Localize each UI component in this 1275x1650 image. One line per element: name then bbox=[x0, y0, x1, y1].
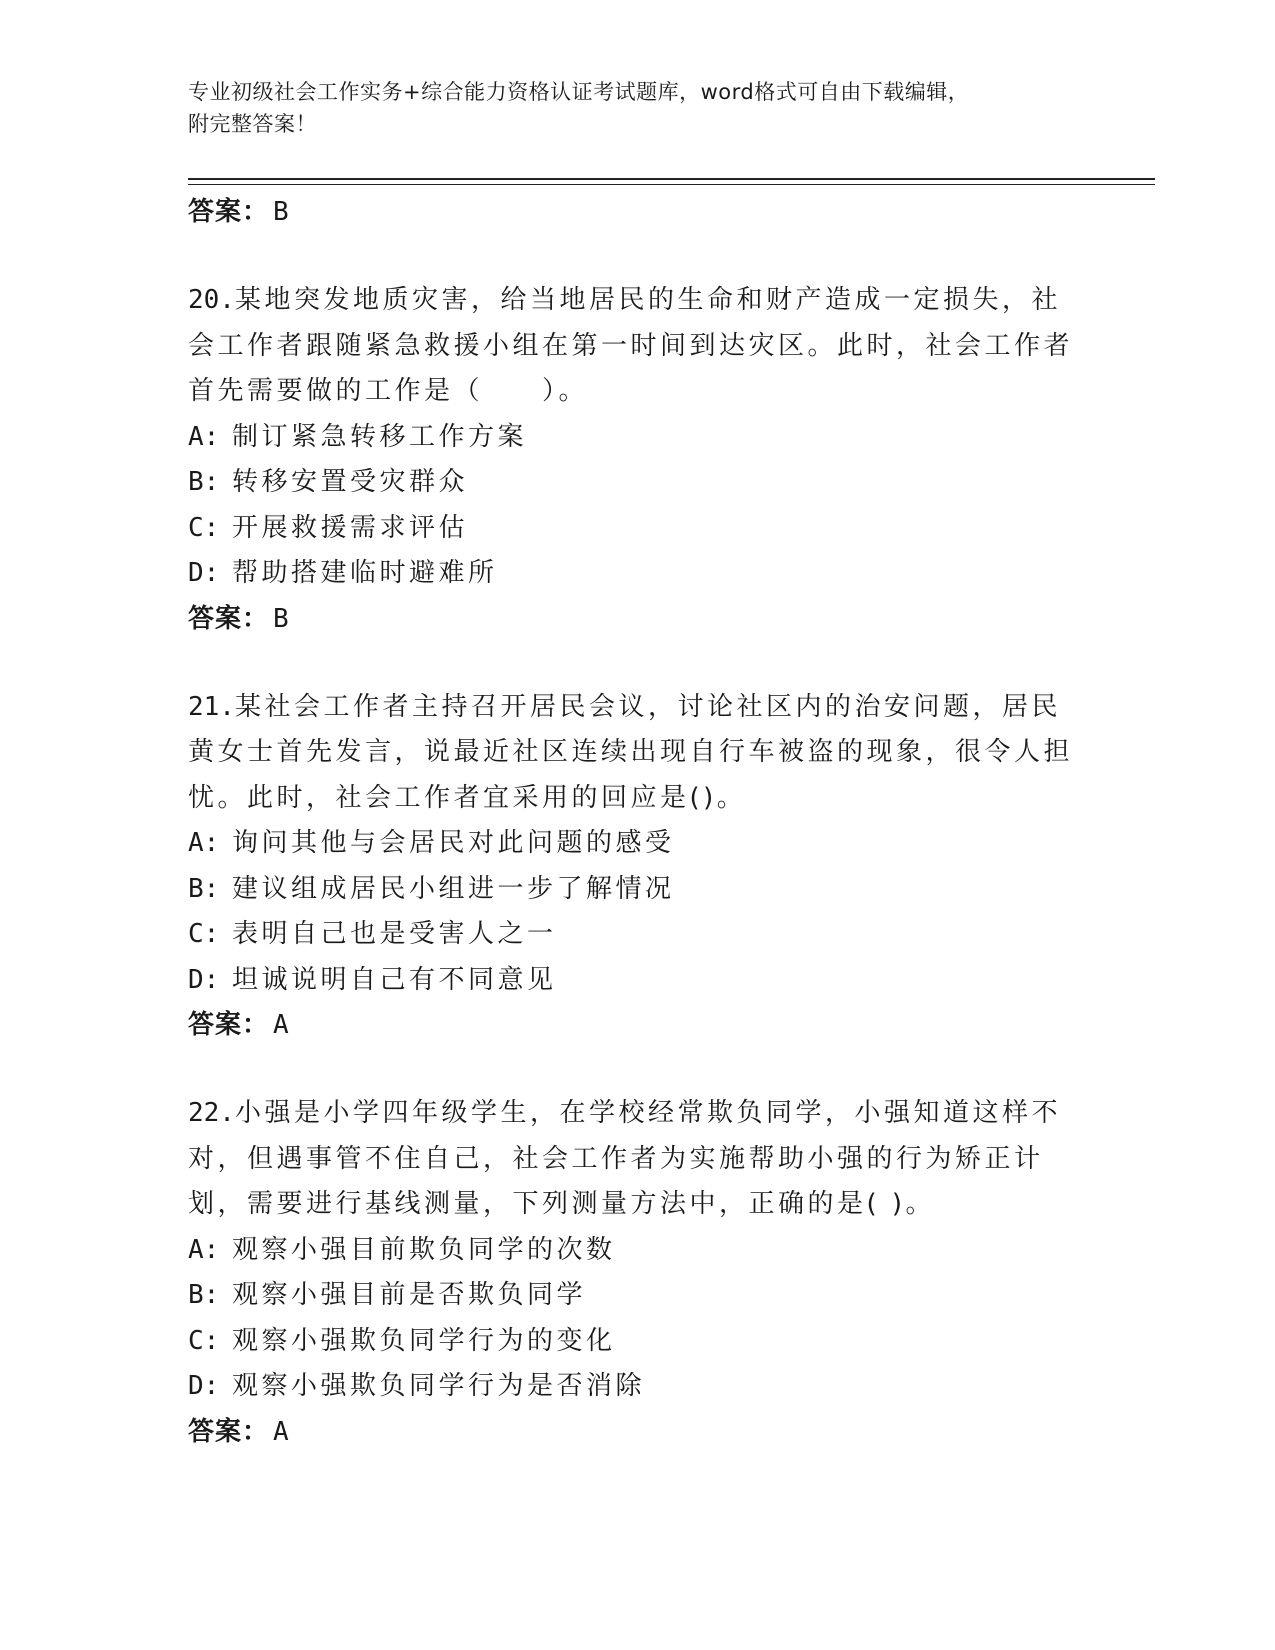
option-text: 转移安置受灾群众 bbox=[232, 467, 469, 497]
answer-line bbox=[188, 1003, 1088, 1047]
question-text bbox=[188, 1091, 1088, 1228]
option-letter: B: bbox=[188, 1280, 220, 1310]
question-body: 某地突发地质灾害，给当地居民的生命和财产造成一定损失，社会工作者跟随紧急救援小组在第一时间到达灾区。此时，社会工作者首先需要做的工作是（ ）。 bbox=[188, 285, 1074, 406]
option-letter: A: bbox=[188, 421, 220, 452]
option-letter: A: bbox=[188, 1234, 220, 1265]
spacer bbox=[188, 234, 1088, 278]
option-letter: D: bbox=[188, 1371, 220, 1401]
page-header bbox=[188, 76, 1088, 140]
question-number: 21. bbox=[188, 691, 235, 722]
header-divider-thin bbox=[188, 184, 1155, 185]
spacer bbox=[188, 641, 1088, 685]
answer-value: A bbox=[273, 1416, 290, 1447]
option-d bbox=[188, 958, 1088, 1004]
option-c bbox=[188, 506, 1088, 552]
answer-value: B bbox=[273, 197, 290, 227]
answer-line bbox=[188, 1410, 1088, 1454]
option-text: 制订紧急转移工作方案 bbox=[232, 421, 528, 452]
question-number: 22. bbox=[188, 1098, 235, 1128]
question-body: 某社会工作者主持召开居民会议，讨论社区内的治安问题，居民黄女士首先发言，说最近社区连续出现自行车被盗的现象，很令人担忧。此时，社会工作者宜采用的回应是()。 bbox=[188, 691, 1074, 813]
question-text bbox=[188, 685, 1088, 822]
document-body bbox=[188, 190, 1088, 1454]
option-text: 帮助搭建临时避难所 bbox=[232, 558, 498, 588]
option-text: 表明自己也是受害人之一 bbox=[232, 919, 557, 949]
option-letter: D: bbox=[188, 964, 220, 995]
spacer bbox=[188, 1047, 1088, 1091]
answer-line bbox=[188, 597, 1088, 641]
option-b bbox=[188, 1273, 1088, 1319]
option-a bbox=[188, 415, 1088, 461]
question-block-22 bbox=[188, 1091, 1088, 1454]
answer-label: 答案： bbox=[188, 1416, 270, 1447]
option-letter: C: bbox=[188, 919, 220, 949]
option-letter: B: bbox=[188, 873, 220, 904]
option-letter: A: bbox=[188, 828, 220, 858]
header-line-2: 附完整答案！ bbox=[188, 112, 317, 136]
option-letter: B: bbox=[188, 467, 220, 497]
option-c bbox=[188, 1319, 1088, 1365]
answer-label: 答案： bbox=[188, 603, 270, 634]
option-c bbox=[188, 912, 1088, 958]
option-text: 询问其他与会居民对此问题的感受 bbox=[232, 828, 675, 858]
option-b bbox=[188, 460, 1088, 506]
option-text: 观察小强欺负同学行为是否消除 bbox=[232, 1371, 646, 1401]
option-d bbox=[188, 1364, 1088, 1410]
answer-label: 答案： bbox=[188, 197, 270, 227]
option-text: 观察小强目前欺负同学的次数 bbox=[232, 1234, 616, 1265]
header-line-1: 专业初级社会工作实务+综合能力资格认证考试题库，word格式可自由下载编辑， bbox=[188, 80, 970, 104]
option-text: 建议组成居民小组进一步了解情况 bbox=[232, 873, 675, 904]
question-body: 小强是小学四年级学生，在学校经常欺负同学，小强知道这样不对，但遇事管不住自己，社会工作者为实施帮助小强的行为矫正计划，需要进行基线测量，下列测量方法中，正确的是( )。 bbox=[188, 1098, 1061, 1219]
option-letter: D: bbox=[188, 558, 220, 588]
option-text: 观察小强欺负同学行为的变化 bbox=[232, 1325, 616, 1356]
answer-label: 答案： bbox=[188, 1010, 270, 1040]
option-b bbox=[188, 867, 1088, 913]
option-a bbox=[188, 1228, 1088, 1274]
option-letter: C: bbox=[188, 512, 220, 543]
header-divider-thick bbox=[188, 178, 1155, 180]
answer-value: B bbox=[273, 603, 290, 634]
question-block-21 bbox=[188, 685, 1088, 1048]
question-text bbox=[188, 278, 1088, 415]
question-block-20 bbox=[188, 278, 1088, 641]
option-text: 坦诚说明自己有不同意见 bbox=[232, 964, 557, 995]
option-text: 开展救援需求评估 bbox=[232, 512, 469, 543]
option-d bbox=[188, 551, 1088, 597]
question-number: 20. bbox=[188, 285, 235, 315]
option-letter: C: bbox=[188, 1325, 220, 1356]
option-a bbox=[188, 821, 1088, 867]
option-text: 观察小强目前是否欺负同学 bbox=[232, 1280, 587, 1310]
answer-line bbox=[188, 190, 1088, 234]
answer-value: A bbox=[273, 1010, 290, 1040]
